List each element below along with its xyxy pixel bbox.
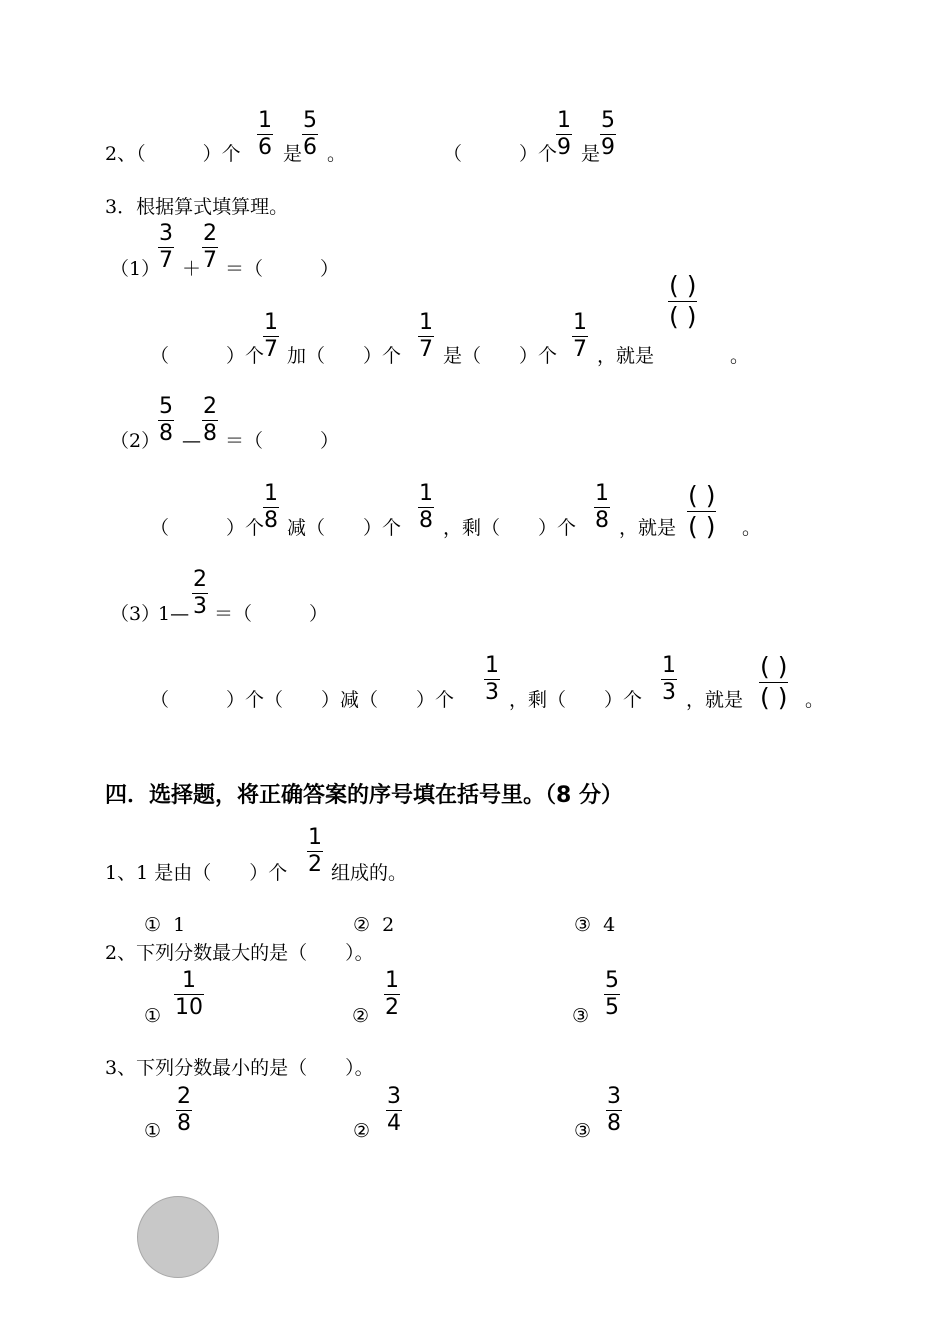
denominator: 3 xyxy=(662,680,676,705)
numerator: 2 xyxy=(177,1084,191,1109)
s4-q1-option-1: ① 1 xyxy=(144,914,186,936)
q3-p2-explain-end: 。 xyxy=(742,517,762,539)
q2-second-is: 是 xyxy=(581,143,601,165)
s4-q3-marker-1: ① xyxy=(144,1120,162,1142)
denominator: 7 xyxy=(419,337,433,362)
numerator: 1 xyxy=(182,968,196,993)
q3-p3-explain-d: ，就是 xyxy=(686,689,744,711)
q3-p1-explain-d: ，就是 xyxy=(597,345,655,367)
q3-p3-unit-2 xyxy=(661,654,677,704)
q2-fraction-unit-b xyxy=(556,109,572,159)
numerator: 2 xyxy=(203,394,217,419)
q3-p1-equals: ＝（ ） xyxy=(225,258,340,280)
numerator: 3 xyxy=(607,1084,621,1109)
q3-p1-explain-end: 。 xyxy=(730,345,750,367)
s4-q2-fraction-1 xyxy=(174,969,204,1019)
denominator: 8 xyxy=(419,508,433,533)
s4-q1-stem-b: 组成的。 xyxy=(331,862,408,884)
q3-p1-unit-2 xyxy=(418,311,434,361)
s4-q1-fraction xyxy=(307,826,323,876)
s4-q2-fraction-2 xyxy=(384,969,400,1019)
q3-p1-explain-a: （ ）个 xyxy=(150,345,265,367)
q3-p1-unit-1 xyxy=(263,311,279,361)
q2-prefix: 2、（ ）个 xyxy=(105,143,241,165)
numerator: 5 xyxy=(159,394,173,419)
denominator: 6 xyxy=(303,135,317,160)
q2-fraction-unit-a xyxy=(257,109,273,159)
denominator: 3 xyxy=(485,680,499,705)
q3-p1-explain-b: 加（ ）个 xyxy=(287,345,402,367)
q3-p2-equals: ＝（ ） xyxy=(225,430,340,452)
q3-p1-unit-3 xyxy=(572,311,588,361)
numerator: 5 xyxy=(605,968,619,993)
numerator: 2 xyxy=(203,221,217,246)
denominator: 8 xyxy=(159,421,173,446)
q3-p1-label: （1） xyxy=(110,258,161,280)
s4-q2-marker-1: ① xyxy=(144,1005,162,1027)
q3-p3-blank-fraction xyxy=(759,653,788,711)
denominator: 8 xyxy=(203,421,217,446)
numerator: 5 xyxy=(601,108,615,133)
q3-p2-operator: — xyxy=(182,430,201,452)
denominator: 2 xyxy=(308,852,322,877)
numerator: 1 xyxy=(258,108,272,133)
numerator: 2 xyxy=(193,567,207,592)
q3-p2-unit-3 xyxy=(594,482,610,532)
q3-p2-explain-b: 减（ ）个 xyxy=(287,517,402,539)
numerator: 1 xyxy=(419,310,433,335)
q3-p2-explain-a: （ ）个 xyxy=(150,517,265,539)
numerator: 1 xyxy=(662,653,676,678)
blank-numerator: ( ) xyxy=(669,271,697,300)
numerator: 3 xyxy=(387,1084,401,1109)
q3-p3-whole: 1— xyxy=(158,603,190,625)
numerator: 1 xyxy=(557,108,571,133)
q3-p2-fraction-2 xyxy=(202,395,218,445)
denominator: 8 xyxy=(177,1111,191,1136)
denominator: 8 xyxy=(607,1111,621,1136)
numerator: 1 xyxy=(308,825,322,850)
denominator: 3 xyxy=(193,594,207,619)
q3-title: 3．根据算式填算理。 xyxy=(105,196,289,218)
q3-p2-label: （2） xyxy=(110,430,161,452)
denominator: 6 xyxy=(258,135,272,160)
denominator: 8 xyxy=(264,508,278,533)
s4-q2-fraction-3 xyxy=(604,969,620,1019)
denominator: 8 xyxy=(595,508,609,533)
q3-p3-equals: ＝（ ） xyxy=(214,603,329,625)
q3-p2-unit-1 xyxy=(263,482,279,532)
s4-q1-stem-a: 1、1 是由（ ）个 xyxy=(105,862,288,884)
numerator: 1 xyxy=(595,481,609,506)
q3-p1-fraction-1 xyxy=(158,222,174,272)
numerator: 1 xyxy=(264,481,278,506)
blank-numerator: ( ) xyxy=(688,481,716,510)
s4-q3-stem: 3、下列分数最小的是（ ）。 xyxy=(105,1057,374,1079)
q3-p3-explain-a: （ ）个（ ）减（ ）个 xyxy=(150,689,455,711)
denominator: 2 xyxy=(385,995,399,1020)
q3-p2-explain-d: ，就是 xyxy=(619,517,677,539)
numerator: 3 xyxy=(159,221,173,246)
denominator: 9 xyxy=(601,135,615,160)
s4-q3-fraction-2 xyxy=(386,1085,402,1135)
s4-q3-marker-2: ② xyxy=(353,1120,371,1142)
q3-p1-fraction-2 xyxy=(202,222,218,272)
q2-fraction-total-a xyxy=(302,109,318,159)
q3-p3-explain-c: ，剩（ ）个 xyxy=(509,689,643,711)
s4-q3-fraction-3 xyxy=(606,1085,622,1135)
q3-p1-blank-fraction xyxy=(668,272,697,330)
denominator: 10 xyxy=(175,995,203,1020)
denominator: 7 xyxy=(203,248,217,273)
s4-q3-marker-3: ③ xyxy=(574,1120,592,1142)
denominator: 7 xyxy=(264,337,278,362)
q3-p3-fraction-1 xyxy=(192,568,208,618)
s4-q2-marker-3: ③ xyxy=(572,1005,590,1027)
q3-p2-unit-2 xyxy=(418,482,434,532)
q3-p3-explain-end: 。 xyxy=(805,689,825,711)
q2-second-prefix: （ ）个 xyxy=(443,143,558,165)
denominator: 7 xyxy=(159,248,173,273)
numerator: 1 xyxy=(419,481,433,506)
blank-denominator: ( ) xyxy=(688,512,716,541)
numerator: 5 xyxy=(303,108,317,133)
q3-p1-operator: ＋ xyxy=(182,258,202,280)
q3-p2-fraction-1 xyxy=(158,395,174,445)
blank-numerator: ( ) xyxy=(760,652,788,681)
q3-p1-explain-c: 是（ ）个 xyxy=(443,345,558,367)
denominator: 4 xyxy=(387,1111,401,1136)
s4-q3-fraction-1 xyxy=(176,1085,192,1135)
denominator: 5 xyxy=(605,995,619,1020)
s4-q2-marker-2: ② xyxy=(352,1005,370,1027)
numerator: 1 xyxy=(573,310,587,335)
q3-p3-unit-1 xyxy=(484,654,500,704)
section4-heading: 四．选择题，将正确答案的序号填在括号里。（8 分） xyxy=(105,783,623,808)
q2-is: 是 xyxy=(283,143,303,165)
s4-q2-stem: 2、下列分数最大的是（ ）。 xyxy=(105,942,374,964)
q3-p2-explain-c: ，剩（ ）个 xyxy=(443,517,577,539)
q2-end: 。 xyxy=(327,143,347,165)
denominator: 7 xyxy=(573,337,587,362)
gray-circle-decoration xyxy=(137,1196,219,1278)
blank-denominator: ( ) xyxy=(760,683,788,712)
numerator: 1 xyxy=(385,968,399,993)
q3-p3-label: （3） xyxy=(110,603,161,625)
q2-fraction-total-b xyxy=(600,109,616,159)
s4-q1-option-3: ③ 4 xyxy=(574,914,616,936)
blank-denominator: ( ) xyxy=(669,302,697,331)
numerator: 1 xyxy=(485,653,499,678)
q3-p2-blank-fraction xyxy=(687,482,716,540)
denominator: 9 xyxy=(557,135,571,160)
numerator: 1 xyxy=(264,310,278,335)
s4-q1-option-2: ② 2 xyxy=(353,914,395,936)
